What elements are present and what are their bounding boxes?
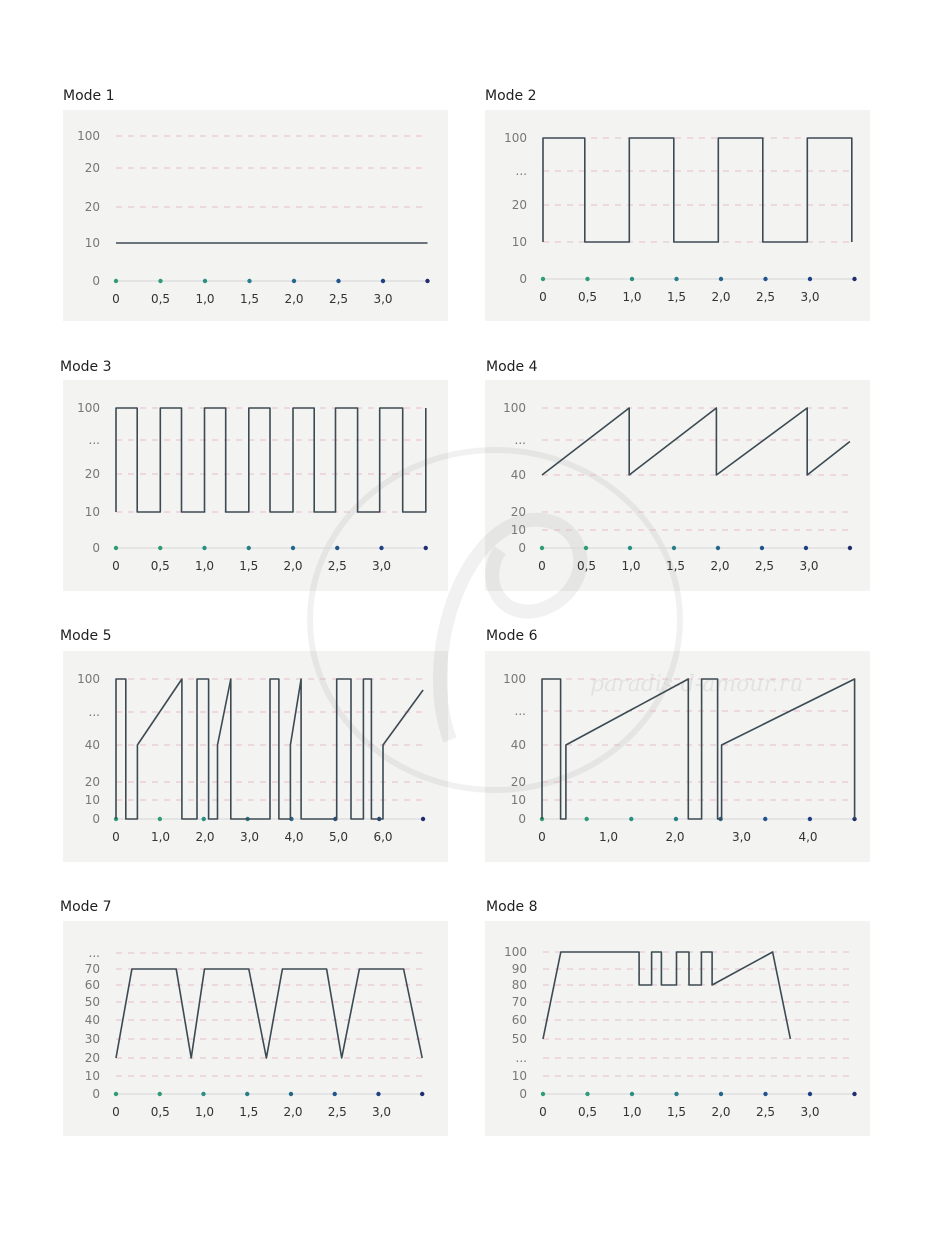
x-tick-label: 4,0 (284, 830, 304, 844)
mode-6-title: Mode 6 (486, 628, 538, 644)
x-tick-label: 2,5 (327, 1105, 347, 1119)
x-tick-label: 0,5 (576, 559, 597, 573)
mode-7-title: Mode 7 (60, 899, 112, 915)
series-line (543, 138, 852, 242)
y-tick-label: 0 (518, 541, 526, 555)
y-tick-label: 40 (510, 738, 526, 752)
y-tick-label: 10 (511, 235, 527, 249)
axis-dot (158, 279, 162, 283)
y-tick-label: 20 (84, 161, 100, 175)
axis-dot (719, 277, 723, 281)
y-tick-label: 70 (84, 962, 100, 976)
axis-dot (333, 1092, 337, 1096)
mode-1-chart (63, 110, 448, 321)
watermark-text: paradis-d-amour.ru (590, 672, 804, 697)
axis-dot (541, 1092, 545, 1096)
mode-3-title: Mode 3 (60, 359, 112, 375)
x-tick-label: 2,0 (284, 292, 304, 306)
y-tick-label: 100 (504, 945, 527, 959)
axis-dot (245, 1092, 249, 1096)
mode-4-title: Mode 4 (486, 359, 538, 375)
axis-dot (628, 546, 632, 550)
axis-dot (716, 546, 720, 550)
axis-dot (585, 1092, 589, 1096)
y-tick-label: ... (514, 704, 526, 718)
x-tick-label: 2,5 (754, 559, 775, 573)
x-tick-label: 0 (539, 290, 547, 304)
x-tick-label: 3,0 (731, 830, 752, 844)
axis-dot (674, 1092, 678, 1096)
y-tick-label: 10 (84, 1069, 100, 1083)
x-tick-label: 4,0 (798, 830, 818, 844)
y-tick-label: 50 (84, 995, 100, 1009)
y-tick-label: 10 (84, 505, 100, 519)
y-tick-label: 50 (511, 1032, 527, 1046)
axis-dot (541, 277, 545, 281)
axis-dot (335, 546, 339, 550)
y-tick-label: 10 (84, 793, 100, 807)
mode-1-title: Mode 1 (63, 88, 115, 104)
axis-dot (804, 546, 808, 550)
series-line (542, 408, 850, 475)
mode-5-chart (63, 651, 448, 862)
axis-dot (158, 817, 162, 821)
axis-dot (584, 817, 588, 821)
axis-dot (292, 279, 296, 283)
axis-dot (719, 1092, 723, 1096)
x-tick-label: 0,5 (150, 292, 171, 306)
series-line (543, 952, 790, 1039)
x-tick-label: 0 (112, 1105, 120, 1119)
x-tick-label: 3,0 (371, 559, 392, 573)
series-line (116, 969, 422, 1058)
y-tick-label: 10 (510, 523, 526, 537)
axis-dot (425, 279, 429, 283)
x-tick-label: 1,5 (665, 559, 686, 573)
x-tick-label: 3,0 (800, 1105, 820, 1119)
y-tick-label: 60 (84, 978, 100, 992)
axis-dot (630, 277, 634, 281)
y-tick-label: ... (515, 1051, 527, 1065)
y-tick-label: 80 (511, 978, 527, 992)
series-line (116, 408, 426, 512)
x-tick-label: 2,5 (755, 1105, 776, 1119)
x-tick-label: 0,5 (150, 559, 170, 573)
mode-8-title: Mode 8 (486, 899, 538, 915)
axis-dot (289, 1092, 293, 1096)
mode-2-title: Mode 2 (485, 88, 537, 104)
y-tick-label: 20 (84, 775, 100, 789)
x-tick-label: 0,5 (577, 290, 598, 304)
axis-dot (630, 1092, 634, 1096)
y-tick-label: 70 (511, 995, 527, 1009)
axis-dot (540, 546, 544, 550)
axis-dot (247, 279, 251, 283)
x-tick-label: 2,0 (195, 830, 215, 844)
x-tick-label: 1,5 (239, 1105, 259, 1119)
axis-dot (848, 546, 852, 550)
axis-dot (114, 546, 118, 550)
axis-dot (808, 1092, 812, 1096)
x-tick-label: 2,0 (711, 1105, 731, 1119)
x-tick-label: 1,0 (150, 830, 171, 844)
axis-dot (201, 1092, 205, 1096)
axis-dot (376, 1092, 380, 1096)
y-tick-label: 40 (84, 738, 100, 752)
x-tick-label: 0 (538, 830, 546, 844)
x-tick-label: 2,0 (283, 1105, 303, 1119)
y-tick-label: 20 (84, 467, 100, 481)
y-tick-label: 10 (84, 236, 100, 250)
y-tick-label: 100 (504, 131, 527, 145)
x-tick-label: 2,5 (328, 292, 349, 306)
axis-dot (202, 817, 206, 821)
x-tick-label: 1,5 (239, 292, 260, 306)
x-tick-label: 0 (538, 559, 546, 573)
y-tick-label: 0 (518, 812, 526, 826)
mode-2-chart (485, 110, 870, 321)
series-line (542, 679, 855, 819)
axis-dot (114, 1092, 118, 1096)
y-tick-label: 0 (92, 541, 100, 555)
axis-dot (247, 546, 251, 550)
y-tick-label: 30 (84, 1032, 100, 1046)
y-tick-label: 20 (510, 775, 526, 789)
x-tick-label: 3,0 (373, 292, 393, 306)
y-tick-label: 10 (510, 793, 526, 807)
axis-dot (202, 546, 206, 550)
axis-dot (585, 277, 589, 281)
x-tick-label: 5,0 (328, 830, 349, 844)
x-tick-label: 0,5 (577, 1105, 598, 1119)
axis-dot (584, 546, 588, 550)
y-tick-label: 40 (84, 1013, 100, 1027)
y-tick-label: 100 (77, 672, 100, 686)
x-tick-label: 3,0 (799, 559, 819, 573)
axis-dot (114, 279, 118, 283)
mode-4-chart (485, 380, 870, 591)
y-tick-label: ... (514, 433, 526, 447)
y-tick-label: 20 (84, 1051, 100, 1065)
y-tick-label: 100 (77, 401, 100, 415)
axis-dot (158, 1092, 162, 1096)
y-tick-label: 100 (503, 401, 526, 415)
axis-dot (291, 546, 295, 550)
y-tick-label: ... (88, 433, 100, 447)
y-tick-label: 10 (511, 1069, 527, 1083)
mode-8-chart (485, 921, 870, 1136)
x-tick-label: 6,0 (373, 830, 393, 844)
axis-dot (763, 817, 767, 821)
y-tick-label: 0 (519, 1087, 527, 1101)
y-tick-label: 20 (511, 198, 527, 212)
x-tick-label: 1,0 (598, 830, 619, 844)
y-tick-label: ... (88, 705, 100, 719)
x-tick-label: 2,5 (755, 290, 776, 304)
y-tick-label: 0 (92, 274, 100, 288)
axis-dot (808, 277, 812, 281)
x-tick-label: 3,0 (800, 290, 820, 304)
y-tick-label: 60 (511, 1013, 527, 1027)
mode-7-chart (63, 921, 448, 1136)
axis-dot (852, 277, 856, 281)
axis-dot (381, 279, 385, 283)
x-tick-label: 0 (539, 1105, 547, 1119)
axis-dot (672, 546, 676, 550)
x-tick-label: 3,0 (239, 830, 260, 844)
y-tick-label: 40 (510, 468, 526, 482)
axis-dot (424, 546, 428, 550)
x-tick-label: 1,0 (621, 559, 641, 573)
x-tick-label: 2,0 (711, 290, 731, 304)
x-tick-label: 1,0 (622, 290, 642, 304)
y-tick-label: 0 (519, 272, 527, 286)
axis-dot (760, 546, 764, 550)
x-tick-label: 1,0 (195, 292, 215, 306)
axis-dot (420, 1092, 424, 1096)
axis-dot (629, 817, 633, 821)
axis-dot (379, 546, 383, 550)
mode-6-chart (485, 651, 870, 862)
x-tick-label: 0,5 (150, 1105, 170, 1119)
y-tick-label: 20 (510, 505, 526, 519)
x-tick-label: 1,5 (666, 290, 687, 304)
y-tick-label: 0 (92, 1087, 100, 1101)
series-line (116, 679, 423, 819)
y-tick-label: 100 (77, 129, 100, 143)
x-tick-label: 2,0 (710, 559, 730, 573)
x-tick-label: 1,5 (666, 1105, 687, 1119)
axis-dot (763, 1092, 767, 1096)
axis-dot (763, 277, 767, 281)
y-tick-label: 0 (92, 812, 100, 826)
x-tick-label: 0 (112, 292, 120, 306)
axis-dot (158, 546, 162, 550)
x-tick-label: 2,0 (665, 830, 685, 844)
y-tick-label: 100 (503, 672, 526, 686)
y-tick-label: 90 (511, 962, 527, 976)
y-tick-label: ... (515, 164, 527, 178)
x-tick-label: 2,5 (327, 559, 347, 573)
mode-3-chart (63, 380, 448, 591)
x-tick-label: 1,5 (239, 559, 259, 573)
axis-dot (674, 817, 678, 821)
y-tick-label: 20 (84, 200, 100, 214)
axis-dot (808, 817, 812, 821)
axis-dot (203, 279, 207, 283)
x-tick-label: 2,0 (283, 559, 303, 573)
x-tick-label: 1,0 (194, 559, 215, 573)
axis-dot (336, 279, 340, 283)
x-tick-label: 1,0 (622, 1105, 642, 1119)
axis-dot (421, 817, 425, 821)
y-tick-label: ... (88, 946, 100, 960)
axis-dot (674, 277, 678, 281)
x-tick-label: 1,0 (194, 1105, 215, 1119)
x-tick-label: 0 (112, 559, 120, 573)
x-tick-label: 0 (112, 830, 120, 844)
mode-5-title: Mode 5 (60, 628, 112, 644)
axis-dot (852, 1092, 856, 1096)
x-tick-label: 3,0 (371, 1105, 392, 1119)
